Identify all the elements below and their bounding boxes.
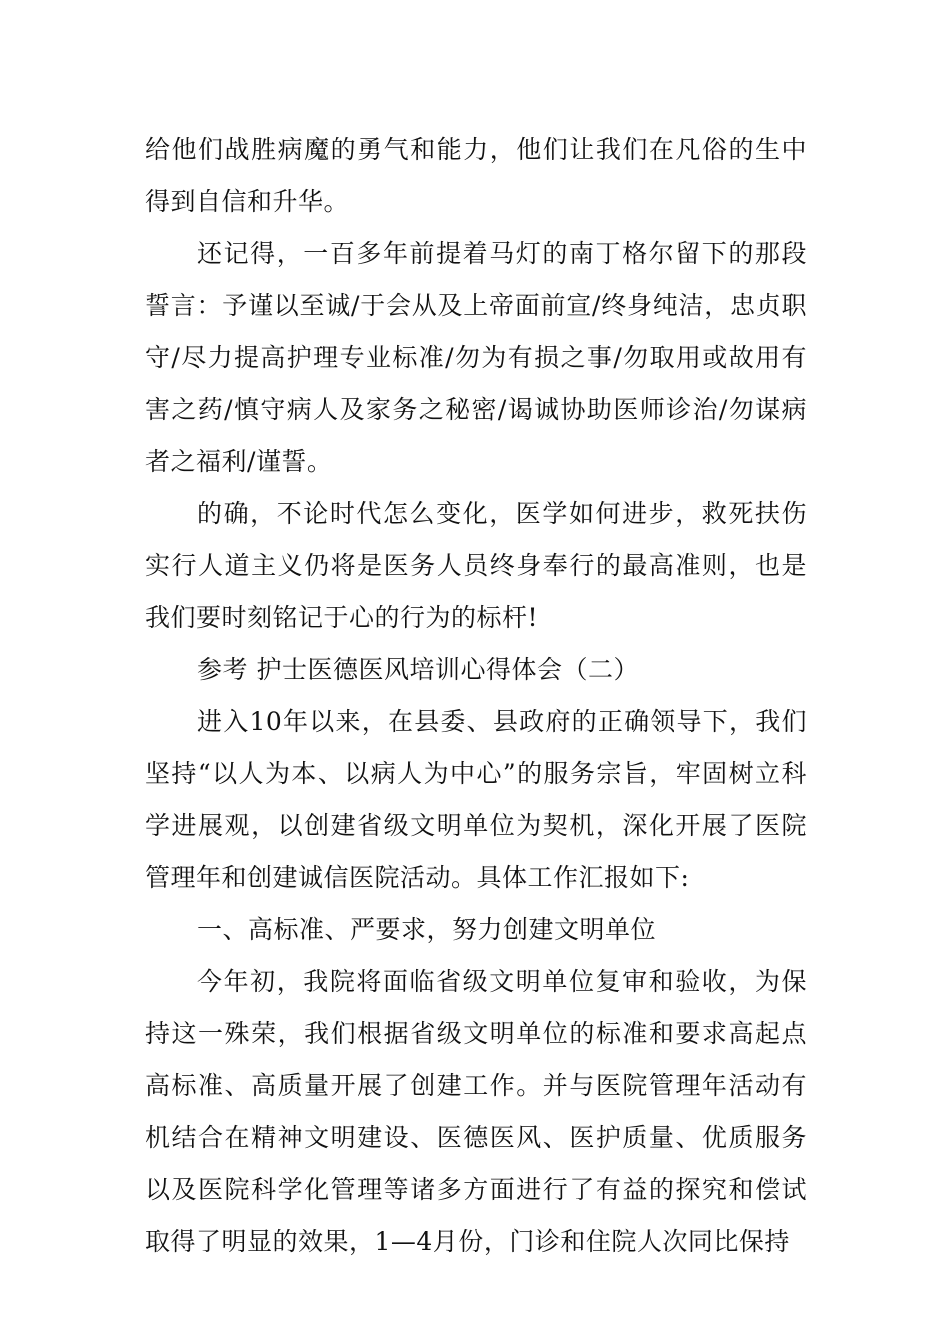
paragraph-4: 进入10年以来，在县委、县政府的正确领导下，我们坚持“以人为本、以病人为中心”的服务宗旨，牢固树立科学进展观，以创建省级文明单位为契机，深化开展了医院管理年和创建诚信医院活动。具体工作汇报如下: <box>145 707 807 892</box>
paragraph-5: 今年初，我院将面临省级文明单位复审和验收，为保持这一殊荣，我们根据省级文明单位的标准和要求高起点高标准、高质量开展了创建工作。并与医院管理年活动有机结合在精神文明建设、医德医风、医护质量、优质服务以及医院科学化管理等诸多方面进行了有益的探究和偿试取得了明显的效果，1—4月份，门诊和住院人次同比保持 <box>145 967 807 1256</box>
paragraph-3: 的确，不论时代怎么变化，医学如何进步，救死扶伤实行人道主义仍将是医务人员终身奉行的最高准则，也是我们要时刻铭记于心的行为的标杆! <box>145 499 807 632</box>
document-body <box>145 124 807 1268</box>
paragraph-1: 给他们战胜病魔的勇气和能力，他们让我们在凡俗的生中得到自信和升华。 <box>145 135 807 216</box>
paragraph-2: 还记得，一百多年前提着马灯的南丁格尔留下的那段誓言：予谨以至诚/于会从及上帝面前宣/终身纯洁，忠贞职守/尽力提高护理专业标准/勿为有损之事/勿取用或故用有害之药/慎守病人及家务之秘密/谒诚协助医师诊治/勿谋病者之福利/谨誓。 <box>145 239 807 476</box>
section-heading-1: 一、高标准、严要求，努力创建文明单位 <box>197 915 657 944</box>
section-heading-reference: 参考 护士医德医风培训心得体会（二） <box>197 655 639 684</box>
